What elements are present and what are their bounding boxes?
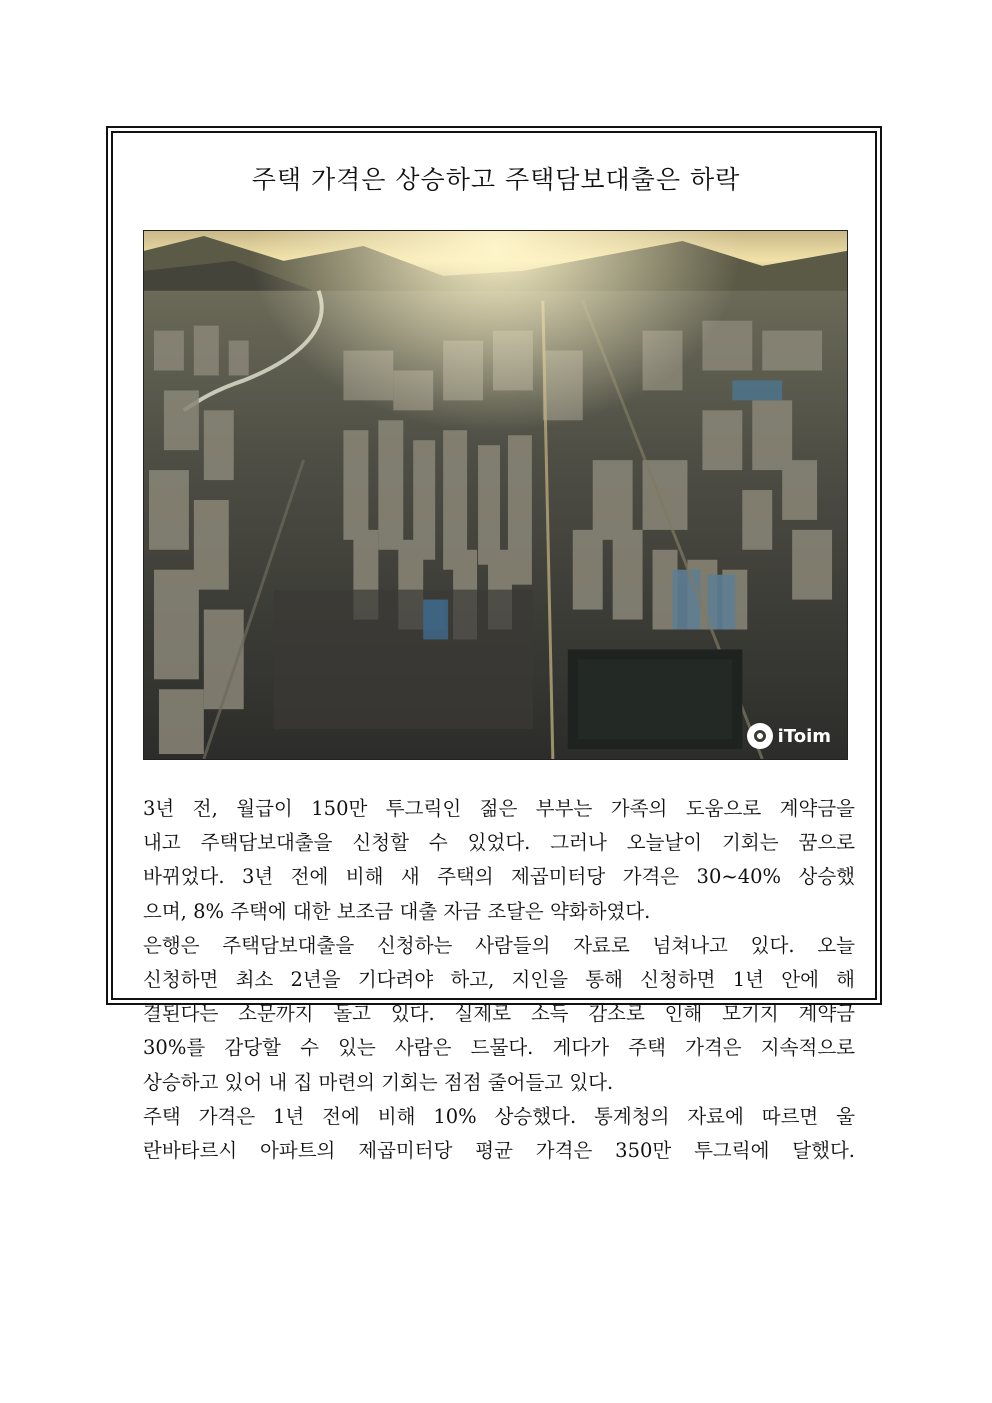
aerial-city-photo [144, 231, 847, 759]
body-line: 상승하고 있어 내 집 마련의 기회는 점점 줄어들고 있다. [143, 1070, 614, 1094]
body-line: 란바타르시 아파트의 제곱미터당 평균 가격은 350만 투그릭에 달했다. [143, 1139, 855, 1163]
body-line: 은행은 주택담보대출을 신청하는 사람들의 자료로 넘쳐나고 있다. 오늘 [143, 933, 855, 957]
article-title: 주택 가격은 상승하고 주택담보대출은 하락 [251, 165, 741, 194]
body-line: 30%를 감당할 수 있는 사람은 드물다. 게다가 주택 가격은 지속적으로 [143, 1036, 855, 1060]
body-line: 주택 가격은 1년 전에 비해 10% 상승했다. 통계청의 자료에 따르면 울 [143, 1104, 855, 1128]
article-body [143, 792, 855, 1168]
body-line: 내고 주택담보대출을 신청할 수 있었다. 그러나 오늘날이 기회는 꿈으로 [143, 831, 855, 855]
itoim-logo-icon [747, 723, 773, 749]
body-line: 바뀌었다. 3년 전에 비해 새 주택의 제곱미터당 가격은 30~40% 상승했 [143, 865, 855, 889]
article-photo [143, 230, 848, 760]
body-line: 3년 전, 월급이 150만 투그릭인 젊은 부부는 가족의 도움으로 계약금을 [143, 797, 855, 820]
photo-watermark [747, 723, 831, 749]
body-line: 결된다는 소문까지 돌고 있다. 실제로 소득 감소로 인해 모기지 계약금 [143, 1002, 855, 1026]
body-line: 으며, 8% 주택에 대한 보조금 대출 자금 조달은 약화하였다. [143, 899, 651, 923]
body-line: 신청하면 최소 2년을 기다려야 하고, 지인을 통해 신청하면 1년 안에 해 [143, 968, 855, 992]
watermark-label: iToim [777, 725, 831, 747]
